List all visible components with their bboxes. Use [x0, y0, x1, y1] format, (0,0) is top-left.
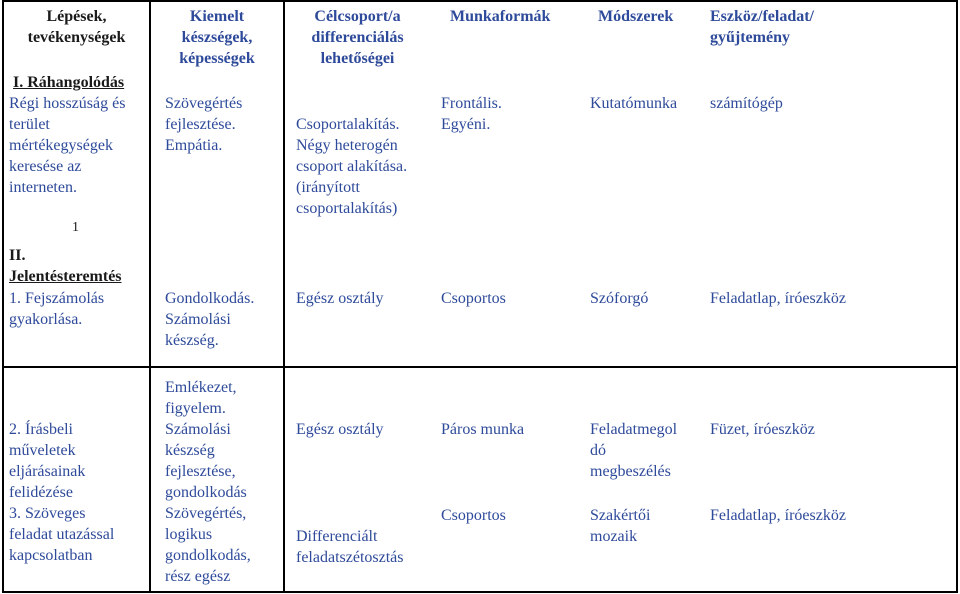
table-border-top	[2, 0, 958, 2]
skills-1: Szövegértés fejlesztése. Empátia.	[165, 95, 243, 154]
method-3b: Szakértői mozaik	[590, 507, 651, 545]
header-methods: Módszerek	[598, 8, 674, 25]
table-border-left	[2, 0, 4, 593]
row-divider-1	[2, 366, 958, 368]
section-title-2b: Jelentésteremtés	[9, 268, 122, 285]
column-divider-1	[149, 0, 151, 593]
method-2: Szóforgó	[590, 290, 649, 307]
step-1-text: Régi hosszúság és terület mértékegységek keresése az interneten.	[9, 95, 126, 196]
grouping-1: Csoportalakítás. Négy heterogén csoport alakítása. (irányított csoportalakítás)	[296, 116, 408, 217]
tool-3b: Feladatlap, íróeszköz	[710, 507, 846, 524]
table-border-bottom	[2, 591, 958, 593]
workform-2: Csoportos	[441, 290, 506, 307]
tool-1: számítógép	[710, 95, 783, 112]
header-workforms: Munkaformák	[450, 8, 551, 25]
skills-3: Emlékezet, figyelem. Számolási készség fejlesztése, gondolkodás Szövegértés, logikus gondolkodás, rész egész	[165, 379, 251, 585]
header-tools: Eszköz/feladat/ gyűjtemény	[710, 8, 814, 46]
step-2-text: 1. Fejszámolás gyakorlása.	[9, 290, 105, 328]
header-skills: Kiemelt készségek, képességek	[179, 8, 255, 67]
section-title-2a: II.	[9, 247, 26, 264]
grouping-3b: Differenciált feladatszétosztás	[296, 528, 404, 566]
workform-1: Frontális. Egyéni.	[441, 95, 502, 133]
method-1: Kutatómunka	[590, 95, 678, 112]
table-border-right	[956, 0, 958, 593]
section-title-1: I. Ráhangolódás	[13, 74, 125, 91]
header-target-group: Célcsoport/a differenciálás lehetőségei	[311, 8, 404, 67]
header-steps: Lépések, tevékenységek	[27, 8, 126, 46]
column-divider-2	[283, 0, 285, 593]
grouping-2: Egész osztály	[296, 290, 384, 307]
page-number: 1	[72, 220, 79, 235]
workform-3b: Csoportos	[441, 507, 506, 524]
tool-2: Feladatlap, íróeszköz	[710, 290, 846, 307]
step-3-text: 2. Írásbeli műveletek eljárásainak felidézése 3. Szöveges feladat utazással kapcsolatban	[9, 421, 115, 564]
workform-3a: Páros munka	[441, 421, 525, 438]
grouping-3a: Egész osztály	[296, 421, 384, 438]
skills-2: Gondolkodás. Számolási készség.	[165, 290, 255, 349]
method-3a: Feladatmegol dó megbeszélés	[590, 421, 678, 480]
tool-3a: Füzet, íróeszköz	[710, 421, 815, 438]
